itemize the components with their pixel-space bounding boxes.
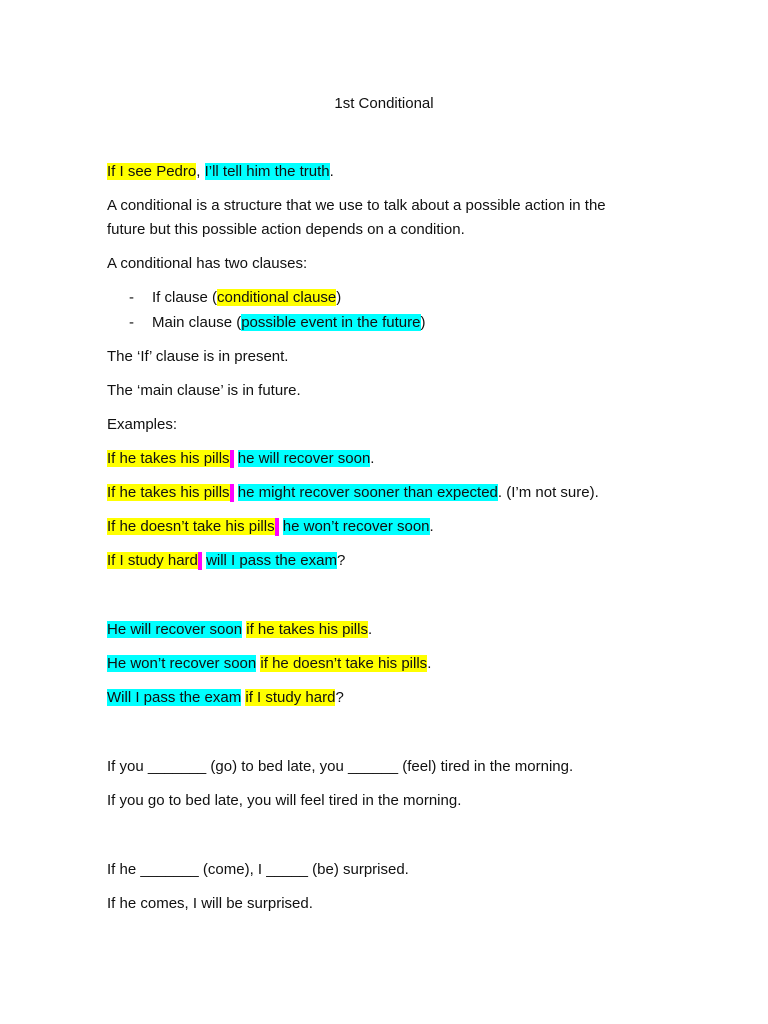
reversed-sentence [107, 621, 372, 639]
comma-marker [275, 518, 279, 536]
clause-close: ) [420, 314, 426, 331]
example-main-clause: he might recover sooner than expected [237, 484, 498, 501]
clauses-heading: A conditional has two clauses: [107, 255, 308, 272]
intro-main-clause: I’ll tell him the truth [204, 163, 330, 180]
list-item [152, 289, 341, 307]
example-main-clause: he won’t recover soon [282, 518, 430, 535]
example-if-clause: If he takes his pills [107, 484, 230, 501]
clause-label: Main clause ( [152, 314, 242, 331]
exercise-answer-1: If you go to bed late, you will feel tired in the morning. [107, 792, 462, 809]
example-end: . [370, 450, 375, 467]
reversed-if-clause: if I study hard [245, 689, 336, 706]
example-main-clause: he will recover soon [237, 450, 371, 467]
rule-main-clause: The ‘main clause’ is in future. [107, 382, 301, 399]
reversed-if-clause: if he doesn’t take his pills [260, 655, 428, 672]
comma-marker [230, 450, 234, 468]
list-bullet: - [129, 314, 134, 331]
example-if-clause: If I study hard [107, 552, 198, 569]
rule-if-clause: The ‘If’ clause is in present. [107, 348, 289, 365]
example-end: . (I’m not sure). [497, 484, 599, 501]
list-item [152, 314, 426, 332]
example-end: ? [336, 552, 346, 569]
example-sentence [107, 552, 345, 570]
comma-marker [230, 484, 234, 502]
intro-sentence [107, 163, 334, 181]
reversed-sentence [107, 655, 431, 673]
list-bullet: - [129, 289, 134, 306]
example-main-clause: will I pass the exam [206, 552, 337, 569]
example-sentence [107, 484, 599, 502]
reversed-end: . [427, 655, 432, 672]
clause-highlight: conditional clause [217, 289, 337, 306]
definition-line-2: future but this possible action depends on a condition. [107, 221, 465, 238]
reversed-if-clause: if he takes his pills [246, 621, 368, 638]
example-end: . [429, 518, 434, 535]
definition-line-1: A conditional is a structure that we use to talk about a possible action in the [107, 197, 606, 214]
exercise-answer-2: If he comes, I will be surprised. [107, 895, 313, 912]
example-sentence [107, 518, 434, 536]
example-sentence [107, 450, 374, 468]
example-if-clause: If he takes his pills [107, 450, 230, 467]
reversed-main-clause: He will recover soon [107, 621, 243, 638]
reversed-main-clause: He won’t recover soon [107, 655, 257, 672]
reversed-end: . [367, 621, 373, 638]
example-if-clause: If he doesn’t take his pills [107, 518, 275, 535]
examples-label: Examples: [107, 416, 178, 433]
reversed-main-clause: Will I pass the exam [107, 689, 242, 706]
exercise-question-1: If you _______ (go) to bed late, you ______ (feel) tired in the morning. [107, 758, 574, 775]
intro-end: . [329, 163, 334, 180]
exercise-question-2: If he _______ (come), I _____ (be) surprised. [107, 861, 409, 878]
intro-if-clause: If I see Pedro [107, 163, 197, 180]
reversed-sentence [107, 689, 344, 707]
comma-marker [198, 552, 202, 570]
clause-close: ) [336, 289, 342, 306]
reversed-end: ? [335, 689, 344, 706]
intro-space [200, 163, 204, 180]
page-title: 1st Conditional [334, 95, 434, 112]
intro-comma: , [196, 163, 201, 180]
clause-highlight: possible event in the future [241, 314, 421, 331]
clause-label: If clause ( [152, 289, 218, 306]
